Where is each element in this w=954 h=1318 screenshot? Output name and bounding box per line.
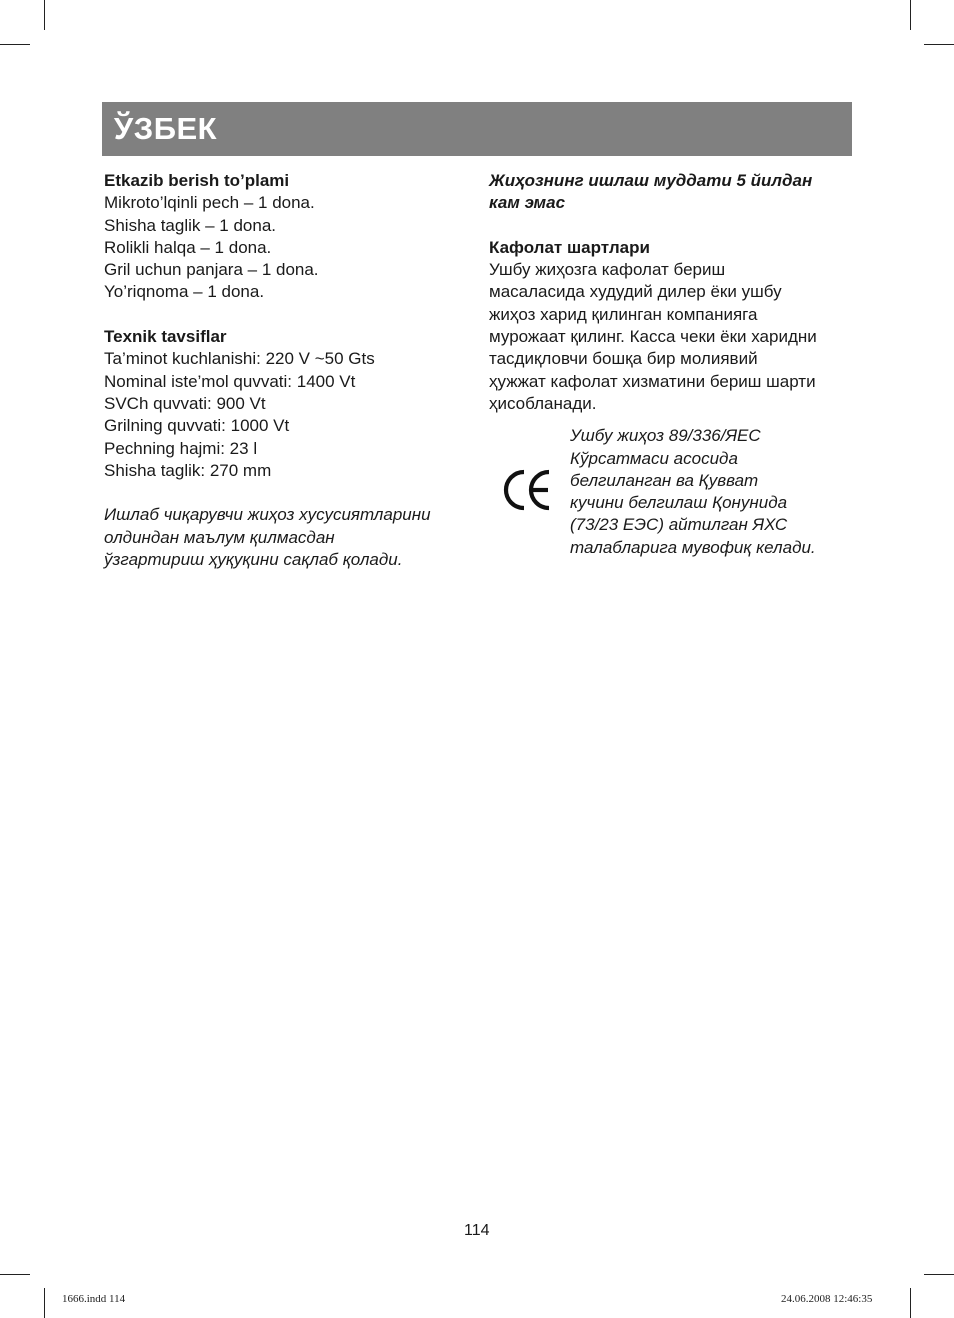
warranty-line: ҳисобланади. — [489, 393, 597, 413]
specs-heading: Texnik tavsiflar — [104, 327, 227, 347]
warranty-line: ҳужжат кафолат хизматини бериш шарти — [489, 371, 816, 391]
service-life-line: Жиҳознинг ишлаш муддати 5 йилдан — [489, 171, 813, 190]
date-slug: 24.06.2008 12:46:35 — [781, 1293, 873, 1305]
page-title: ЎЗБЕК — [114, 111, 218, 146]
page-number: 114 — [464, 1222, 490, 1239]
spec-item: Shisha taglik: 270 mm — [104, 460, 272, 480]
delivery-item: Rolikli halqa – 1 dona. — [104, 237, 272, 257]
delivery-item: Mikroto’lqinli pech – 1 dona. — [104, 193, 315, 213]
language-banner — [102, 102, 852, 156]
spec-item: Ta’minot kuchlanishi: 220 V ~50 Gts — [104, 349, 375, 369]
right-column — [489, 170, 854, 565]
ce-statement-line: Кўрсатмаси асосида — [570, 448, 738, 468]
spec-item: Grilning quvvati: 1000 Vt — [104, 416, 290, 436]
ce-statement-line: (73/23 ЕЭС) айтилган ЯХС — [570, 515, 788, 535]
ce-statement — [570, 425, 816, 559]
warranty-line: Ушбу жиҳозга кафолат бериш — [489, 260, 726, 280]
crop-mark — [910, 1288, 911, 1318]
spec-item: Nominal iste’mol quvvati: 1400 Vt — [104, 371, 356, 391]
warranty-heading: Кафолат шартлари — [489, 237, 650, 257]
service-life-line: кам эмас — [489, 193, 566, 213]
warranty-line: тасдиқловчи бошқа бир молиявий — [489, 349, 758, 369]
ce-statement-line: белгиланган ва Қувват — [570, 470, 759, 490]
file-slug: 1666.indd 114 — [62, 1293, 126, 1305]
crop-mark — [924, 44, 954, 45]
spec-item: Pechning hajmi: 23 l — [104, 438, 258, 458]
crop-mark — [0, 44, 30, 45]
delivery-item: Shisha taglik – 1 dona. — [104, 215, 277, 235]
ce-statement-line: талабларига мувофиқ келади. — [570, 537, 816, 557]
crop-mark — [910, 0, 911, 30]
crop-mark — [924, 1274, 954, 1275]
warranty-line: масаласида худудий дилер ёки ушбу — [489, 282, 782, 302]
warranty-line: жиҳоз харид қилинган компанияга — [489, 304, 758, 324]
delivery-heading: Etkazib berish to’plami — [104, 171, 290, 190]
ce-mark-icon — [503, 469, 553, 511]
left-column — [104, 170, 474, 571]
delivery-item: Yo’riqnoma – 1 dona. — [104, 282, 265, 302]
manufacturer-notice-line: Ишлаб чиқарувчи жиҳоз хусусиятларини — [104, 505, 431, 525]
manufacturer-notice-line: ўзгартириш ҳуқуқини сақлаб қолади. — [104, 550, 403, 570]
crop-mark — [44, 0, 45, 30]
spec-item: SVCh quvvati: 900 Vt — [104, 393, 266, 413]
crop-mark — [44, 1288, 45, 1318]
crop-mark — [0, 1274, 30, 1275]
ce-statement-line: кучини белгилаш Қонунида — [570, 493, 788, 513]
ce-statement-line: Ушбу жиҳоз 89/336/ЯЕС — [570, 426, 761, 446]
delivery-item: Gril uchun panjara – 1 dona. — [104, 260, 319, 280]
ce-compliance-block — [489, 425, 854, 565]
warranty-line: мурожаат қилинг. Касса чеки ёки харидни — [489, 327, 817, 347]
manufacturer-notice-line: олдиндан маълум қилмасдан — [104, 527, 335, 547]
